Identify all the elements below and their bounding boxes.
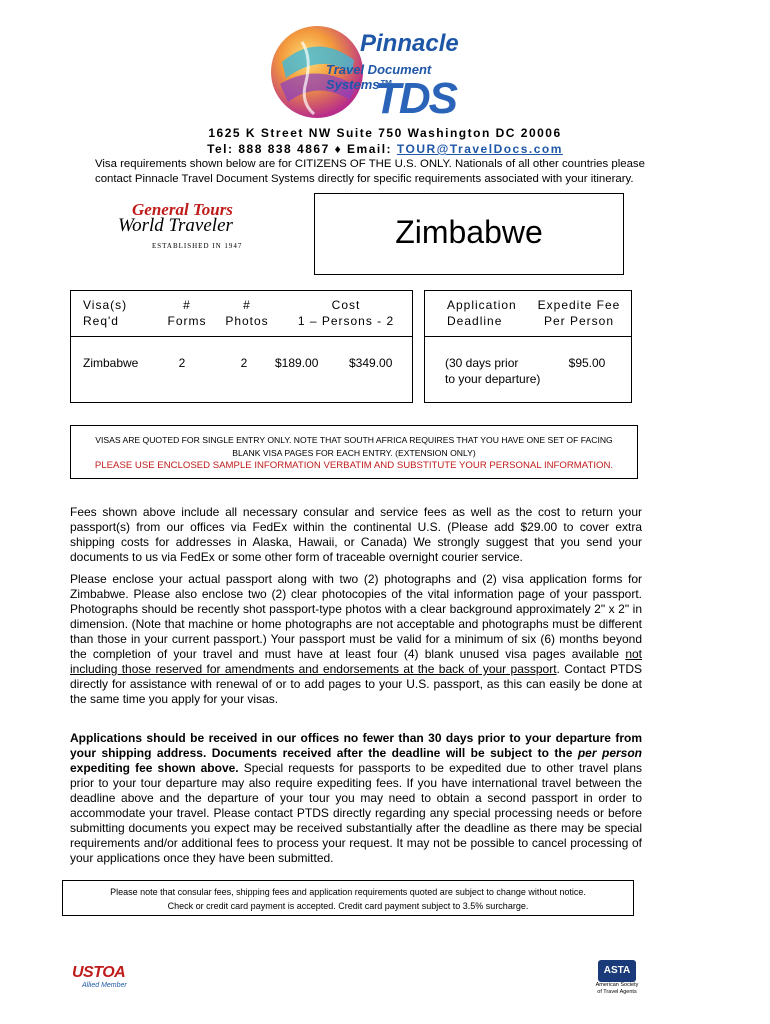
visa-cost-table (70, 290, 413, 403)
row-cost-two: $349.00 (349, 356, 393, 370)
entry-disclaimer (70, 425, 638, 479)
header-photos: # Photos (225, 298, 269, 328)
email-link[interactable]: TOUR@TravelDocs.com (396, 142, 563, 156)
header-application: Application Deadline (447, 298, 517, 328)
world-traveler-name: World Traveler (118, 215, 233, 236)
notice-line-2: Check or credit card payment is accepted. Credit card payment subject to 3.5% surcharge. (167, 901, 529, 911)
row-visa: Zimbabwe (83, 356, 139, 370)
notice-line-1: Please note that consular fees, shipping fees and application requirements quoted are subject to change without notice. (110, 887, 586, 897)
tel-text: Tel: 888 838 4867 ♦ Email: (207, 142, 397, 156)
asta-caption: American Society of Travel Agents (595, 982, 639, 995)
header-forms: # Forms (167, 298, 207, 328)
fees-paragraph: Fees shown above include all necessary consular and service fees as well as the cost to return your passport(s) from our offices via FedEx within the continental U.S. (Please add $29.00 to cover extra shipping costs for addresses in Alaska, Hawaii, or Canada) We strongly suggest that you send your documents to us via FedEx or some other form of traceable overnight courier service. (70, 505, 642, 564)
row-forms: 2 (178, 356, 186, 370)
header-cost: Cost 1 – Persons - 2 (297, 298, 395, 328)
row-cost-one: $189.00 (275, 356, 319, 370)
country-box (314, 193, 624, 275)
country-title: Zimbabwe (395, 214, 543, 250)
row-expedite-fee: $95.00 (568, 356, 606, 370)
logo-mark: TDS (374, 74, 456, 123)
ustoa-mark: USTOA (72, 964, 126, 981)
sample-info-warning: PLEASE USE ENCLOSED SAMPLE INFORMATION VERBATIM AND SUBSTITUTE YOUR PERSONAL INFORMATION. (94, 460, 614, 471)
fee-change-notice (62, 880, 634, 916)
disclaimer-text: VISAS ARE QUOTED FOR SINGLE ENTRY ONLY. NOTE THAT SOUTH AFRICA REQUIRES THAT YOU HAVE ONE SET OF FACING BLANK VISA PAGES FOR EACH ENTRY. (EXTENSION ONLY) (95, 435, 613, 458)
deadline-fee-table (424, 290, 632, 403)
general-tours-name: General Tours (132, 200, 233, 219)
row-deadline: (30 days prior to your departure) (445, 356, 541, 386)
established-text: ESTABLISHED IN 1947 (152, 242, 243, 250)
header-visa: Visa(s) Req'd (83, 298, 128, 328)
ustoa-caption: Allied Member (82, 982, 127, 989)
general-tours-logo (112, 200, 262, 256)
contact-line (0, 142, 770, 156)
row-photos: 2 (240, 356, 248, 370)
ustoa-logo (72, 964, 144, 1004)
header-expedite: Expedite Fee Per Person (537, 298, 621, 328)
asta-mark: ASTA (598, 960, 636, 982)
asta-logo (594, 960, 640, 1006)
pinnacle-tds-logo (262, 22, 492, 122)
address-line: 1625 K Street NW Suite 750 Washington DC 20006 (208, 126, 562, 140)
citizenship-notice: Visa requirements shown below are for CITIZENS OF THE U.S. ONLY. Nationals of all other countries please contact Pinnacle Travel Document Systems directly for specific requirements associated with your itinerary. (95, 158, 645, 185)
passport-paragraph: Please enclose your actual passport along with two (2) photographs and (2) visa application forms for Zimbabwe. Please also enclose two (2) clear photocopies of the vital information page of your passport. Photographs should be recently shot passport-type photos with a clear background approximately 2" x 2" in dimension. (Note that machine or home photographs are not acceptable and photographs must be different than those in your current passport.) Your passport must be valid for a minimum of six (6) months beyond the completion of your travel and must have at least four (4) blank unused visa pages available not including those reserved for amendments and endorsements at the back of your passport. Contact PTDS directly for assistance with renewal of or to add pages to your U.S. passport, as this can easily be done at the same time you apply for your visas. (70, 572, 642, 706)
logo-subtitle: Travel Document Systems™ (326, 62, 432, 92)
deadline-paragraph: Applications should be received in our offices no fewer than 30 days prior to your departure from your shipping address. Documents received after the deadline will be subject to the per person expediting fee shown above. Special requests for passports to be expedited due to other travel plans prior to your tour departure may also require expediting fees. If you have international travel between the deadline above and the departure of your tour you may need to obtain a second passport in order to accommodate your travel. Please contact PTDS directly regarding any special processing needs or before submitting documents you expect may be received substantially after the deadline as there may be special requirements and/or additional fees to process your request. It may not be possible to cancel processing of your applications once they have been submitted. (70, 731, 642, 865)
logo-brand: Pinnacle (360, 30, 459, 57)
